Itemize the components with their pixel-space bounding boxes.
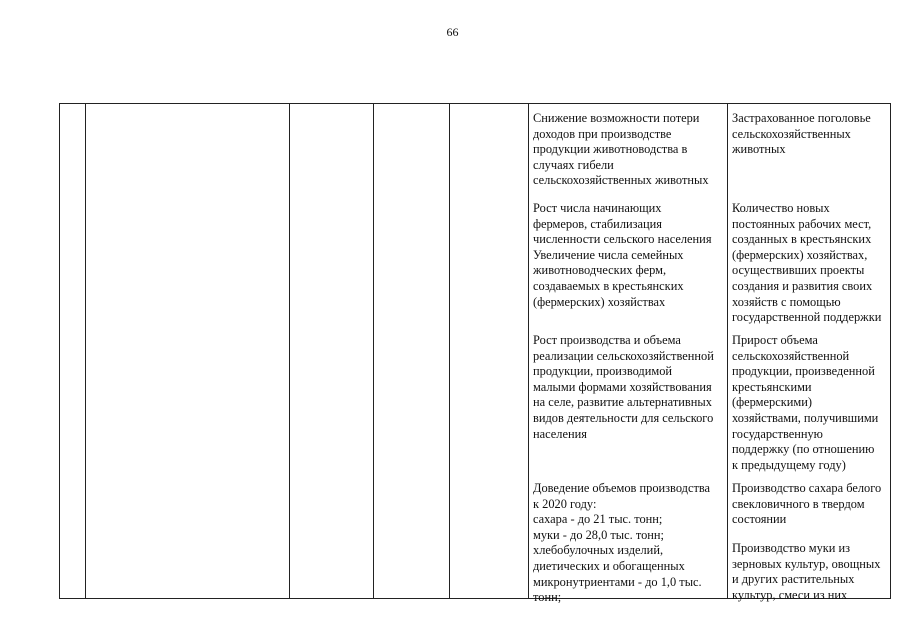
column-divider <box>528 103 529 599</box>
indicator-cell: Производство муки из зерновых культур, овощных и других растительных культур, смеси из них <box>732 541 881 602</box>
indicator-cell: Застрахованное поголовье сельскохозяйственных животных <box>732 111 871 157</box>
column-divider <box>85 103 86 599</box>
result-cell: Рост производства и объема реализации сельскохозяйственной продукции, производимой малыми формами хозяйствования на селе, развитие альтернативных видов деятельности для сельского населения <box>533 333 714 441</box>
column-divider <box>289 103 290 599</box>
column-divider <box>373 103 374 599</box>
result-cell: Рост числа начинающих фермеров, стабилизация численности сельского населения Увеличение числа семейных животноводческих ферм, создаваемых в крестьянских (фермерских) хозяйствах <box>533 201 712 309</box>
page-number: 66 <box>446 25 459 39</box>
column-divider <box>727 103 728 599</box>
indicator-cell: Количество новых постоянных рабочих мест, созданных в крестьянских (фермерских) хозяйствах, осуществивших проекты создания и развития своих хозяйств с помощью государственной поддержки <box>732 201 882 325</box>
column-divider <box>449 103 450 599</box>
indicator-cell: Производство сахара белого свекловичного в твердом состоянии <box>732 481 882 527</box>
result-cell: Снижение возможности потери доходов при производстве продукции животноводства в случаях гибели сельскохозяйственных животных <box>533 111 709 188</box>
result-cell: Доведение объемов производства к 2020 году: сахара - до 21 тыс. тонн; муки - до 28,0 тыс. тонн; хлебобулочных изделий, диетических и обогащенных микронутриентами - до 1,0 тыс. тонн; <box>533 481 711 605</box>
indicator-cell: Прирост объема сельскохозяйственной продукции, произведенной крестьянскими (фермерскими) хозяйствами, получившими государственную поддержку (по отношению к предыдущему году) <box>732 333 879 472</box>
